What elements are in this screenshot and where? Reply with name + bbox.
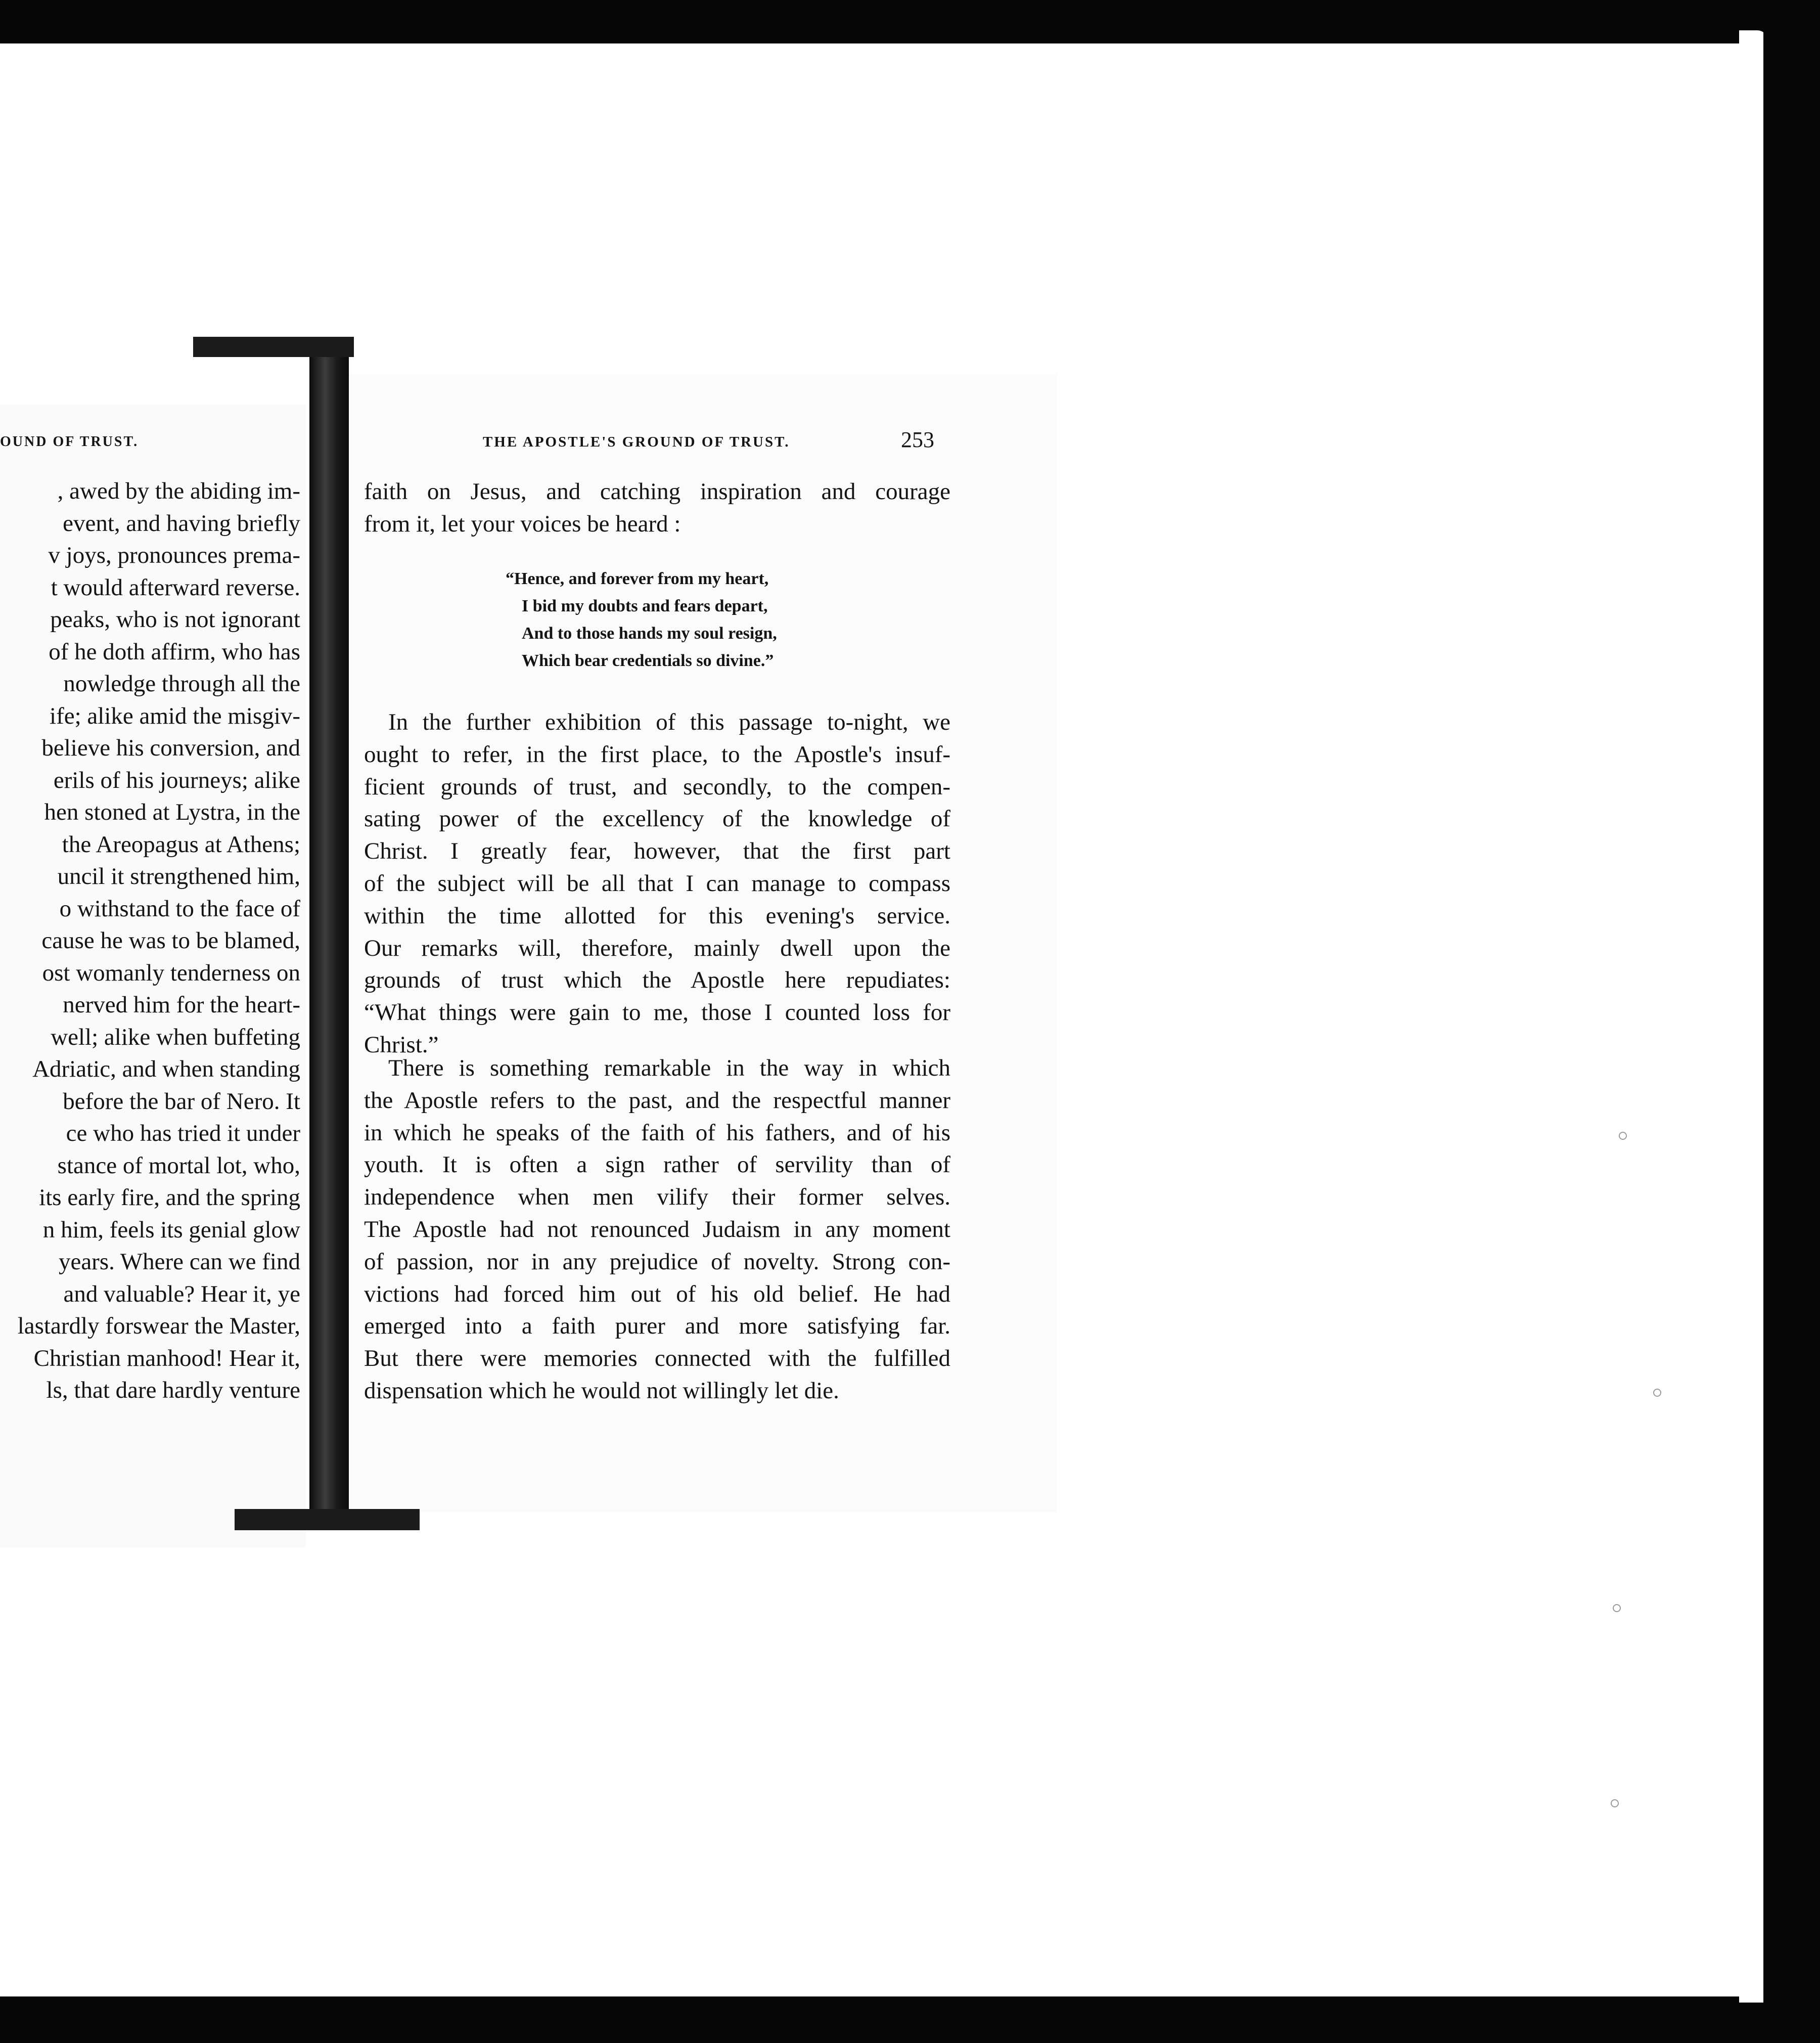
body-line: In the further exhibition of this passage to-night, we [388, 709, 950, 735]
left-body-line: ife; alike amid the misgiv- [50, 702, 300, 729]
left-body-line: stance of mortal lot, who, [57, 1152, 300, 1179]
left-body-line: ost womanly tenderness on [42, 959, 300, 986]
body-line: “What things were gain to me, those I counted loss for [364, 999, 950, 1026]
left-body-line: of he doth affirm, who has [49, 638, 300, 665]
left-body-line: hen stoned at Lystra, in the [44, 799, 300, 825]
left-page-text [0, 475, 303, 1436]
left-body-line: uncil it strengthened him, [57, 863, 300, 890]
body-line: dispensation which he would not willingly let die. [364, 1378, 839, 1404]
left-body-line: years. Where can we find [58, 1249, 300, 1275]
left-body-line: well; alike when buffeting [51, 1024, 300, 1050]
left-body-line: before the bar of Nero. It [63, 1088, 300, 1115]
left-body-line: and valuable? Hear it, ye [63, 1280, 300, 1307]
scan-speck [1613, 1604, 1621, 1612]
scan-border-right [1763, 0, 1820, 2043]
scan-speck [1619, 1132, 1627, 1140]
body-line: emerged into a faith purer and more satisfying far. [364, 1313, 950, 1340]
body-line: faith on Jesus, and catching inspiration and courage [364, 478, 950, 505]
body-line: Our remarks will, therefore, mainly dwell upon the [364, 935, 950, 961]
body-line: from it, let your voices be heard : [364, 511, 681, 537]
left-body-line: cause he was to be blamed, [41, 927, 300, 954]
body-line: youth. It is often a sign rather of servility than of [364, 1151, 950, 1178]
left-body-line: Adriatic, and when standing [32, 1056, 300, 1082]
bracket-bottom-bar [235, 1509, 420, 1530]
body-line: independence when men vilify their former selves. [364, 1184, 950, 1211]
left-body-line: o withstand to the face of [59, 895, 300, 922]
right-page [364, 425, 963, 1436]
body-line: sating power of the excellency of the knowledge of [364, 806, 950, 832]
body-line: grounds of trust which the Apostle here repudiates: [364, 967, 950, 994]
left-body-line: ce who has tried it under [66, 1120, 300, 1146]
left-page-fragment [0, 405, 306, 1547]
verse-line: “Hence, and forever from my heart, [506, 569, 769, 588]
left-body-line: event, and having briefly [63, 510, 300, 537]
left-body-line: v joys, pronounces prema- [48, 542, 300, 568]
body-line: of passion, nor in any prejudice of novelty. Strong con- [364, 1248, 950, 1275]
left-body-line: its early fire, and the spring [39, 1184, 300, 1211]
body-line: The Apostle had not renounced Judaism in any moment [364, 1216, 950, 1242]
body-line: within the time allotted for this evening's service. [364, 902, 950, 929]
scan-speck [1653, 1389, 1661, 1397]
verse-line: Which bear credentials so divine.” [522, 651, 774, 670]
body-line: of the subject will be all that I can manage to compass [364, 870, 950, 897]
page-number: 253 [901, 427, 934, 452]
body-line: ficient grounds of trust, and secondly, to the compen- [364, 773, 950, 800]
left-body-line: believe his conversion, and [41, 735, 300, 761]
left-body-line: lastardly forswear the Master, [17, 1313, 300, 1339]
left-body-line: Christian manhood! Hear it, [33, 1345, 300, 1371]
body-line: Christ. I greatly fear, however, that the first part [364, 838, 950, 865]
body-line: But there were memories connected with the fulfilled [364, 1345, 950, 1372]
bracket-top-bar [193, 337, 354, 357]
scan-speck [1611, 1799, 1619, 1807]
body-line: in which he speaks of the faith of his fathers, and of his [364, 1119, 950, 1146]
left-body-line: peaks, who is not ignorant [50, 606, 300, 633]
verse-line: And to those hands my soul resign, [522, 624, 777, 643]
body-line: There is something remarkable in the way in which [388, 1055, 950, 1081]
body-line: Christ.” [364, 1032, 439, 1058]
running-head: THE APOSTLE'S GROUND OF TRUST. [483, 434, 790, 450]
left-body-line: nerved him for the heart- [63, 992, 300, 1018]
body-line: the Apostle refers to the past, and the respectful manner [364, 1087, 950, 1114]
left-running-head: OUND OF TRUST. [0, 434, 139, 450]
left-body-line: the Areopagus at Athens; [62, 831, 300, 858]
left-body-line: t would afterward reverse. [51, 574, 300, 601]
bracket-stem [309, 357, 349, 1511]
verse-line: I bid my doubts and fears depart, [522, 597, 768, 615]
scan-border-top [0, 0, 1820, 43]
body-line: ought to refer, in the first place, to the Apostle's insuf- [364, 741, 950, 768]
left-body-line: erils of his journeys; alike [53, 767, 300, 793]
left-body-line: ls, that dare hardly venture [46, 1377, 300, 1403]
left-body-line: nowledge through all the [63, 671, 300, 697]
body-line: victions had forced him out of his old belief. He had [364, 1280, 950, 1307]
left-body-line: n him, feels its genial glow [42, 1216, 300, 1243]
scan-border-bottom [0, 1996, 1820, 2043]
left-body-line: , awed by the abiding im- [57, 478, 300, 504]
